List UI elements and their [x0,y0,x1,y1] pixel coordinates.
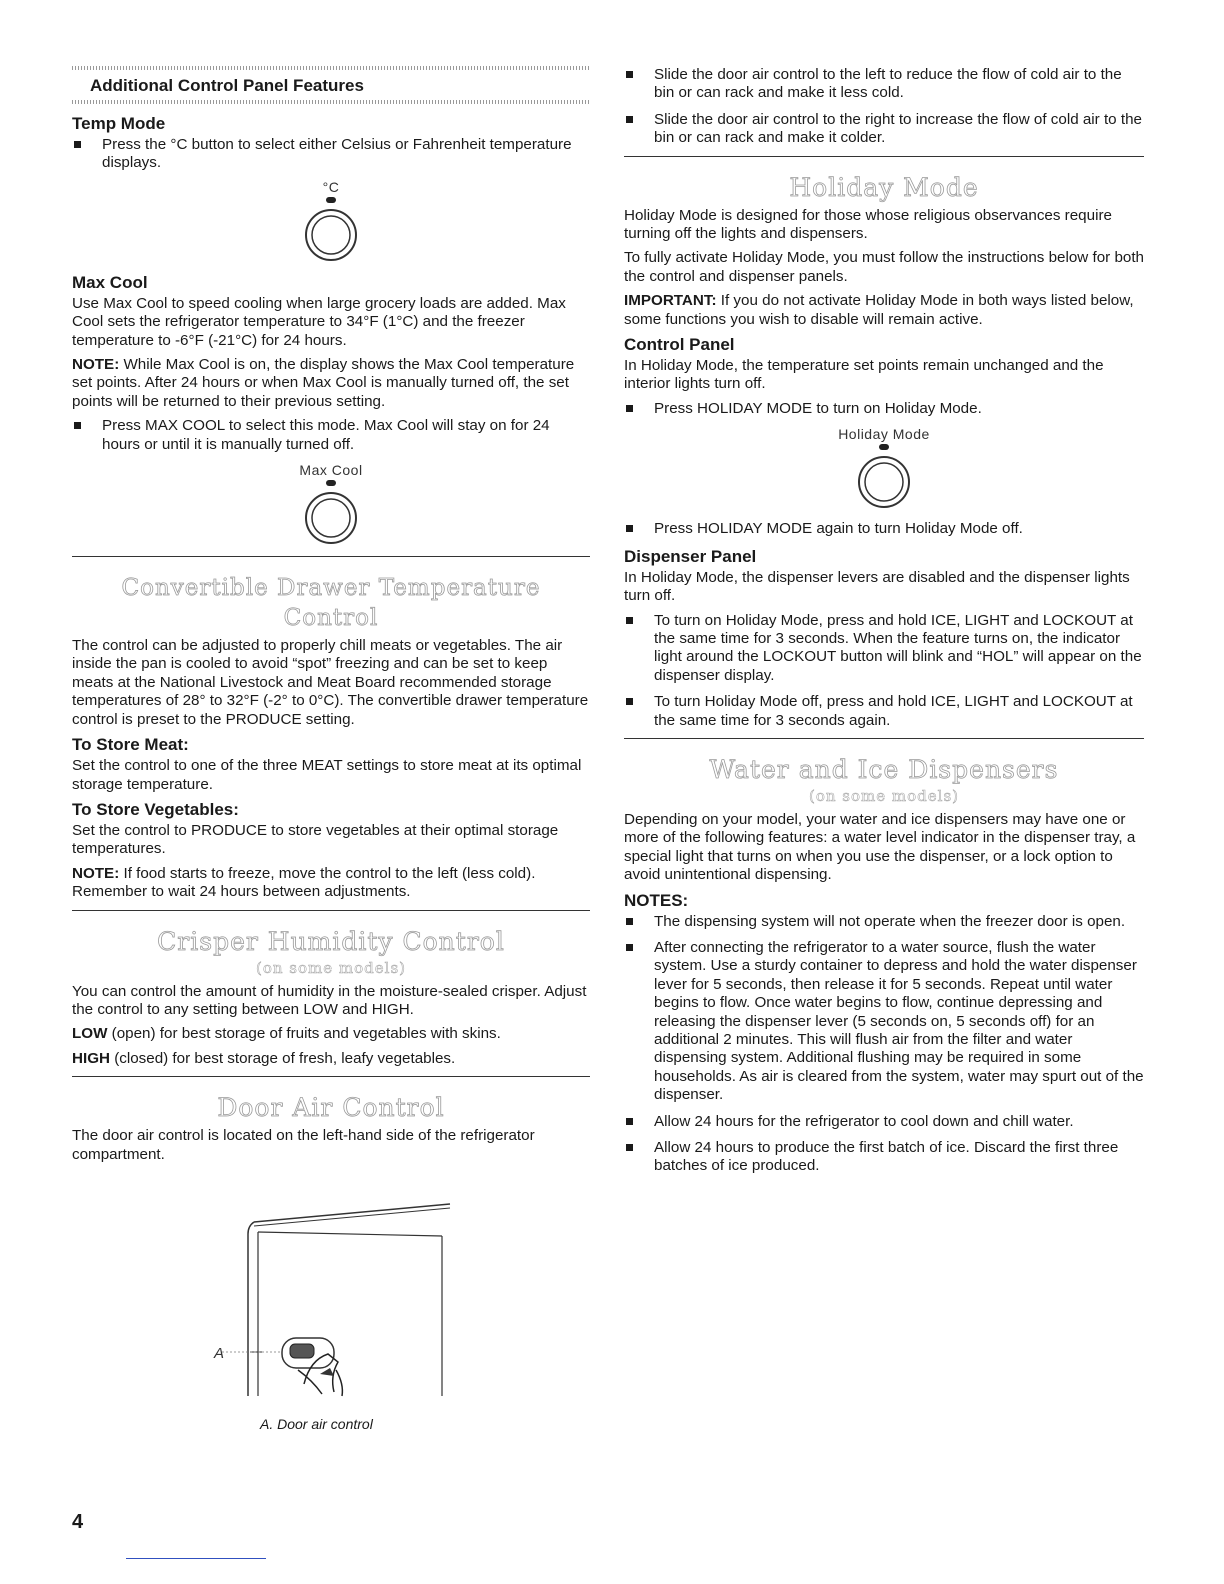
notes-list [624,913,1144,1176]
convertible-note [72,865,590,902]
control-panel-list [624,400,1144,418]
figure-caption: A. Door air control [260,1415,373,1432]
max-cool-heading: Max Cool [72,272,148,292]
temp-mode-list [72,136,590,173]
note-label: NOTE: [72,356,120,374]
max-cool-button-label: Max Cool [299,462,363,479]
round-button-icon [303,490,359,546]
max-cool-list [72,417,590,454]
temp-mode-bullet: Press the °C button to select either Celsius or Fahrenheit temperature displays. [72,136,590,173]
temp-mode-heading: Temp Mode [72,114,166,133]
control-panel-list-2 [624,520,1144,538]
max-cool-bullet: Press MAX COOL to select this mode. Max Cool will stay on for 24 hours or until it is manually turned off. [72,417,590,454]
crisper-para: You can control the amount of humidity in the moisture-sealed crisper. Adjust the control to any setting between LOW and HIGH. [72,982,587,1018]
holiday-mode-title: Holiday Mode [789,172,979,202]
note-item: After connecting the refrigerator to a water source, flush the water system. Use a sturdy container to depress and hold the water dispenser lever for 5 seconds, then release it for 5 seconds. Repeat until water begins to flow. Once water begins to flow, continue depressing and releasing the dispenser lever (5 seconds on, 5 seconds off) for an additional 2 minutes. This will flush air from the filter and water dispensing system. Additional flushing may be required in some households. As air is cleared from the system, water may spurt out of the dispenser. [624,939,1144,1105]
dispenser-panel-heading: Dispenser Panel [624,546,757,566]
dispenser-panel-bullet: To turn Holiday Mode off, press and hold ICE, LIGHT and LOCKOUT at the same time for 3 seconds again. [624,693,1144,730]
water-ice-para: Depending on your model, your water and ice dispensers may have one or more of the following features: a water level indicator in the dispenser tray, a special light that turns on when you use the dispenser, or a lock option to avoid unintentional dispensing. [624,810,1136,884]
footer-line [126,1558,266,1559]
section-divider [72,1076,590,1077]
section-divider [624,156,1144,157]
door-air-control-illustration [72,1170,590,1410]
max-cool-note [72,356,590,411]
feature-box-title: Additional Control Panel Features [90,76,364,95]
low-label: LOW [72,1025,108,1043]
holiday-important [624,292,1144,329]
left-column [72,66,590,1432]
convertible-drawer-title: Convertible Drawer Temperature Control [121,575,541,632]
water-ice-subtitle: (on some models) [809,786,959,805]
crisper-title: Crisper Humidity Control [157,926,505,956]
note-item: Allow 24 hours to produce the first batch of ice. Discard the first three batches of ice produced. [624,1139,1144,1176]
high-text: (closed) for best storage of fresh, leafy vegetables. [109,1049,456,1067]
important-label: IMPORTANT: [624,292,717,310]
note-text: If food starts to freeze, move the control to the left (less cold). Remember to wait 24 hours between adjustments. [72,864,536,901]
door-air-bullet: Slide the door air control to the right to increase the flow of cold air to the bin or can rack and make it colder. [624,111,1144,148]
section-divider [72,556,590,557]
door-air-title: Door Air Control [217,1093,445,1123]
indicator-led-icon [879,444,889,450]
note-label: NOTE: [72,864,120,882]
section-divider [624,738,1144,739]
door-air-bullets [624,66,1144,148]
control-panel-heading: Control Panel [624,335,735,355]
note-item: Allow 24 hours for the refrigerator to cool down and chill water. [624,1113,1144,1131]
right-column [624,66,1144,1184]
dispenser-panel-text: In Holiday Mode, the dispenser levers are disabled and the dispenser lights turn off. [624,568,1130,605]
page-number: 4 [72,1511,84,1533]
callout-a: A [214,1344,225,1362]
store-vegetables-text: Set the control to PRODUCE to store vegetables at their optimal storage temperatures. [72,821,559,858]
crisper-high [72,1050,590,1068]
convertible-para: The control can be adjusted to properly chill meats or vegetables. The air inside the pan is cooled to avoid “spot” freezing and can be set to keep meats at the National Livestock and Meat Board recommended storage temperatures of 28° to 32°F (-2° to 0°C). The convertible drawer temperature control is preset to the PRODUCE setting. [72,637,589,728]
celsius-button-label: °C [322,178,340,195]
control-panel-text: In Holiday Mode, the temperature set points remain unchanged and the interior lights turn off. [624,357,1104,393]
round-button-icon [856,454,912,510]
holiday-para2: To fully activate Holiday Mode, you must follow the instructions below for both the control and dispenser panels. [624,249,1144,285]
hatch-divider-bottom [72,100,590,104]
max-cool-para: Use Max Cool to speed cooling when large grocery loads are added. Max Cool sets the refrigerator temperature to 34°F (1°C) and the freezer temperature to -6°F (-21°C) for 24 hours. [72,294,566,349]
low-text: (open) for best storage of fruits and vegetables with skins. [107,1025,501,1043]
water-ice-title: Water and Ice Dispensers [709,754,1059,784]
dispenser-panel-list [624,612,1144,730]
crisper-low [72,1025,590,1043]
feature-box [72,66,590,104]
dispenser-panel-bullet: To turn on Holiday Mode, press and hold ICE, LIGHT and LOCKOUT at the same time for 3 seconds. When the feature turns on, the indicator light around the LOCKOUT button will blink and “HOL” will appear on the dispenser display. [624,612,1144,686]
note-text: While Max Cool is on, the display shows the Max Cool temperature set points. After 24 hours or when Max Cool is manually turned off, the set points will be returned to their previous setting. [72,356,575,410]
store-meat-text: Set the control to one of the three MEAT settings to store meat at its optimal storage temperature. [72,757,582,793]
notes-heading: NOTES: [624,890,689,910]
holiday-para1: Holiday Mode is designed for those whose religious observances require turning off the lights and dispensers. [624,206,1112,243]
crisper-subtitle: (on some models) [256,958,406,977]
store-meat-heading: To Store Meat: [72,735,189,755]
indicator-led-icon [326,480,336,486]
celsius-button-illustration [72,179,590,263]
door-air-figure [72,1170,590,1410]
indicator-led-icon [326,197,336,203]
important-text: If you do not activate Holiday Mode in both ways listed below, some functions you wish to disable will remain active. [624,292,1134,328]
section-divider [72,910,590,911]
note-item: The dispensing system will not operate when the freezer door is open. [624,913,1144,931]
store-vegetables-heading: To Store Vegetables: [72,799,239,819]
holiday-mode-button-illustration [624,426,1144,510]
max-cool-button-illustration [72,462,590,546]
door-air-para: The door air control is located on the left-hand side of the refrigerator compartment. [72,1127,535,1163]
control-panel-bullet: Press HOLIDAY MODE again to turn Holiday Mode off. [624,520,1144,538]
control-panel-bullet: Press HOLIDAY MODE to turn on Holiday Mode. [624,400,1144,418]
high-label: HIGH [72,1049,110,1067]
door-air-bullet: Slide the door air control to the left to reduce the flow of cold air to the bin or can rack and make it less cold. [624,66,1144,103]
holiday-mode-button-label: Holiday Mode [838,426,930,443]
round-button-icon [303,207,359,263]
